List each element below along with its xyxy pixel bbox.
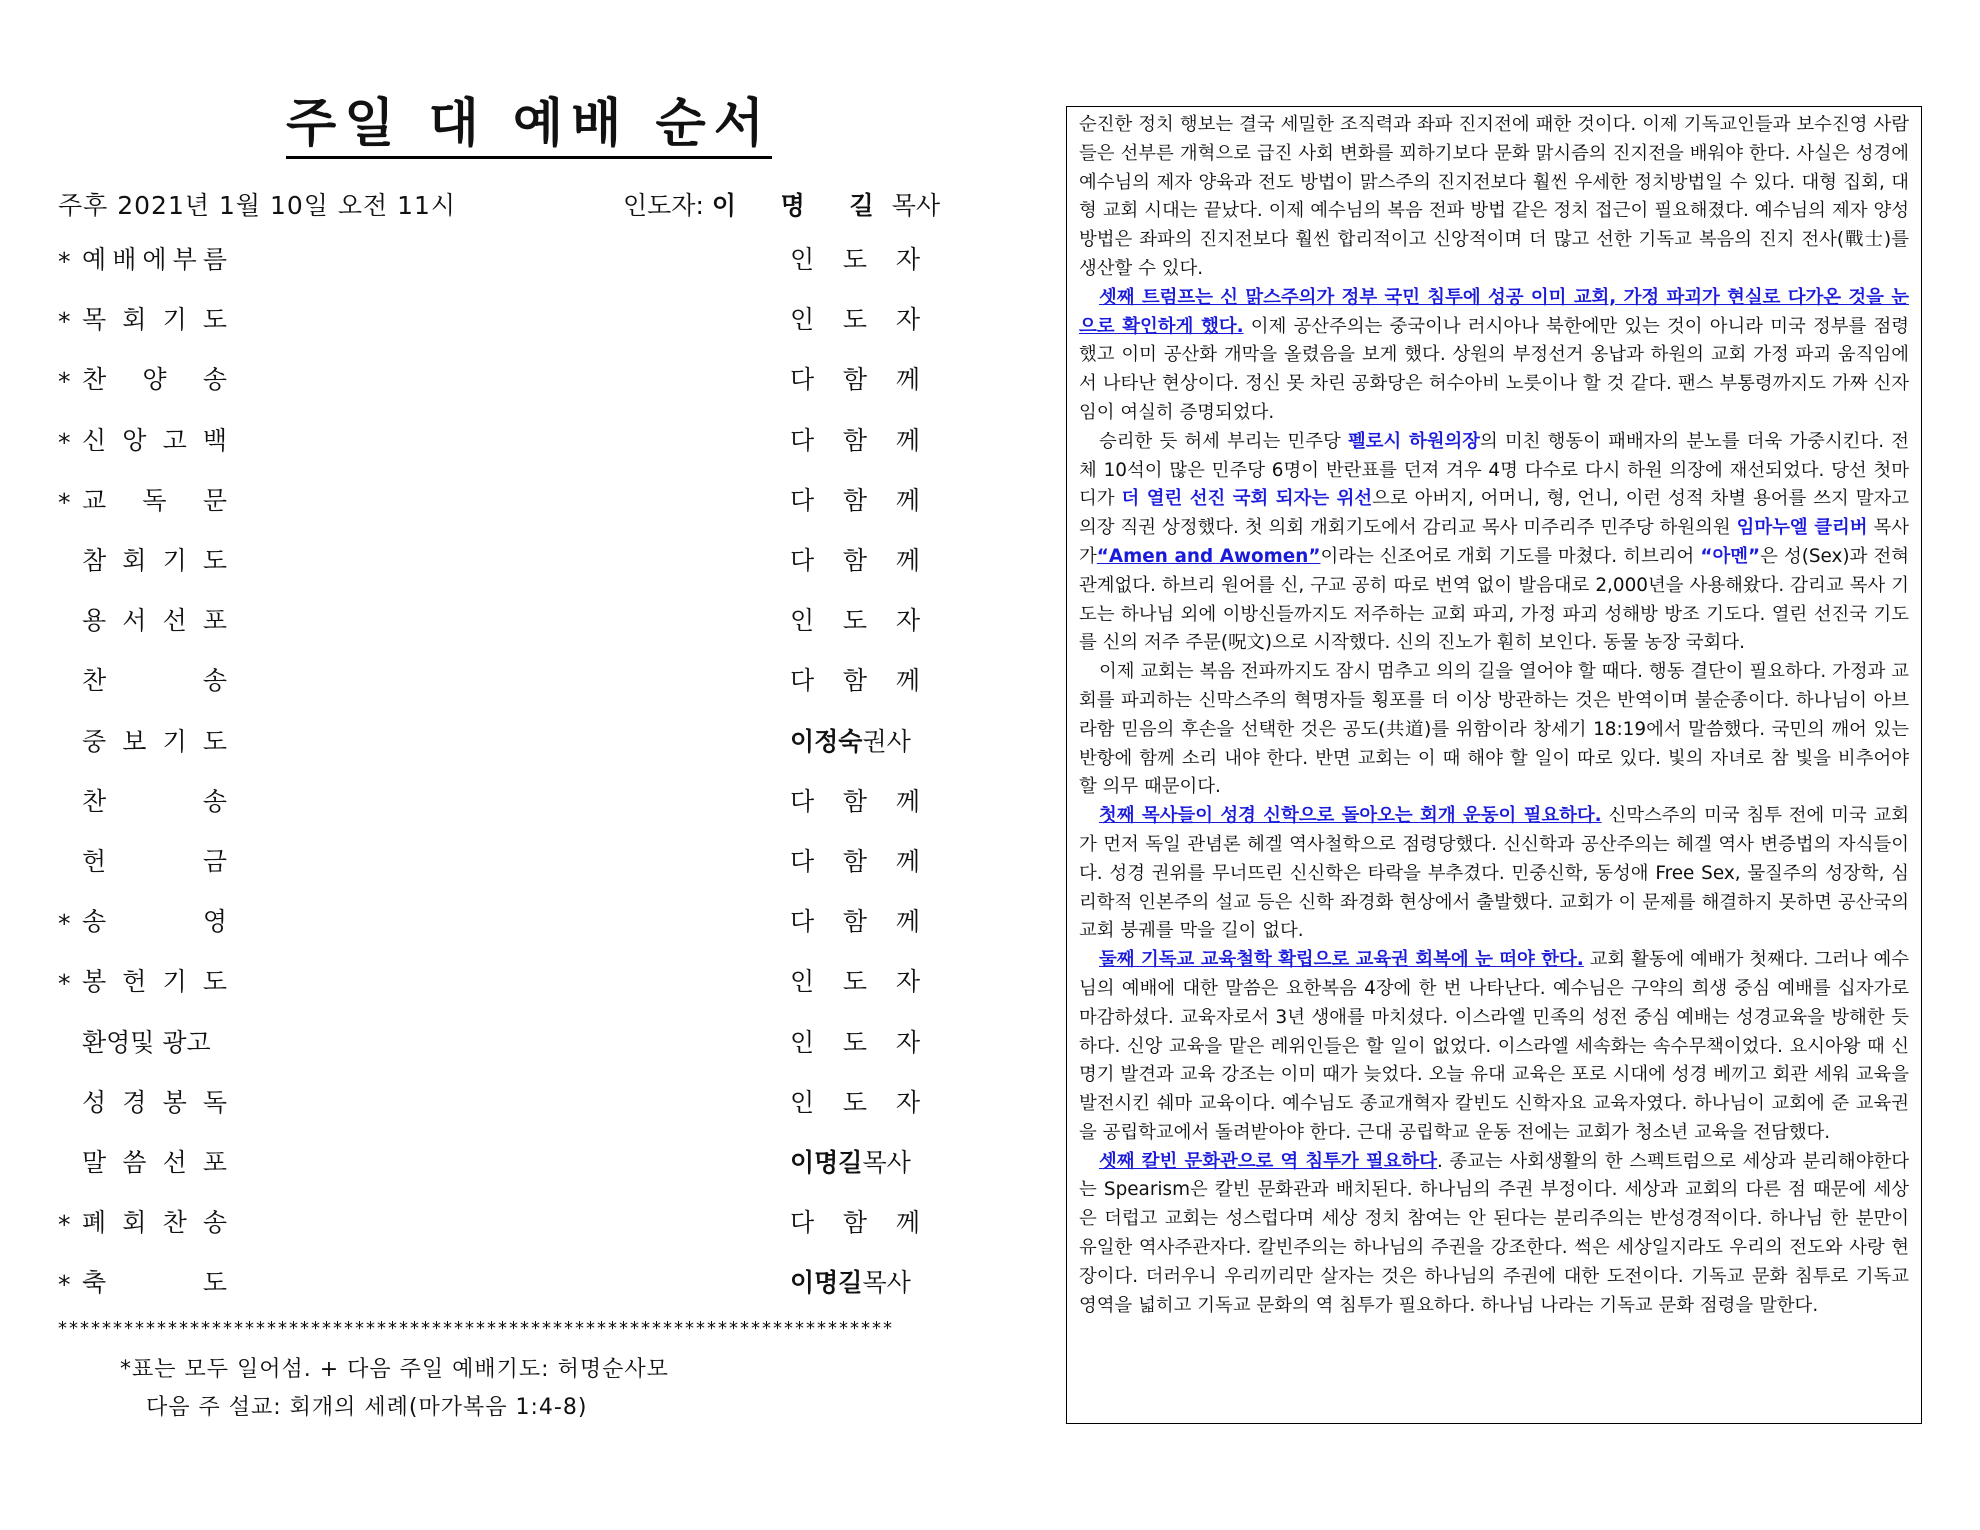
section-heading: 둘째 기독교 교육철학 확립으로 교육권 회복에 눈 떠야 한다. [1099,949,1584,971]
highlight-quote: “Amen and Awomen” [1096,545,1321,567]
service-item-name: 참 회 기 도 [82,546,227,575]
divider-stars: **************************************************************************** [58,1318,894,1339]
service-item [58,962,920,1002]
service-item-leader: 다 함 께 [790,666,920,696]
standing-mark: * [58,367,71,397]
sermon-article [1066,106,1922,1424]
service-item [58,842,920,882]
service-item-leader: 이정숙권사 [790,726,911,756]
service-item-leader: 다 함 께 [790,546,920,575]
service-item-leader: 다 함 께 [790,1208,920,1238]
service-item [58,360,920,400]
article-paragraph: 첫째 목사들이 성경 신학으로 돌아오는 회개 운동이 필요하다. 신막스주의 미국 침투 전에 미국 교회가 먼저 독일 관념론 헤겔 역사철학으로 점령당했다. 신신학과 공산주의는 헤겔 역사 변증법의 자식들이다. 성경 권위를 무너뜨린 신신학은 타락을 부추겼다. 민중신학, 동성애 Free Sex, 물질주의 성장학, 심리학적 인본주의 설교 등은 신학 좌경화 현상에서 출발했다. 교회가 이 문제를 해결하지 못하면 공산국의 교회 붕궤를 막을 길이 없다. [1079,805,1909,942]
service-item [58,300,920,340]
service-item-leader: 다 함 께 [790,786,920,816]
article-paragraph: 이제 교회는 복음 전파까지도 잠시 멈추고 의의 길을 열어야 할 때다. 행동 결단이 필요하다. 가정과 교회를 파괴하는 신막스주의 혁명자들 횡포를 더 이상 방관하는 것은 반역이며 불순종이다. 하나님이 아브라함 믿음의 후손을 선택한 것은 공도(共道)를 위함이라 창세기 18:19에서 말씀했다. 국민의 깨어 있는 반항에 함께 소리 내야 한다. 반면 교회는 이 때 해야 할 일이 따로 있다. 빛의 자녀로 참 빛을 비추어야 할 의무 때문이다. [1079,661,1909,798]
service-item-leader: 이명길목사 [790,1148,911,1177]
service-item-name: 봉 헌 기 도 [82,967,227,997]
highlight-phrase: 더 열린 선진 국회 되자는 위선 [1121,488,1373,510]
service-item-name: 용 서 선 포 [82,606,227,636]
article-paragraph: 순진한 정치 행보는 결국 세밀한 조직력과 좌파 진지전에 패한 것이다. 이제 기독교인들과 보수진영 사람들은 선부른 개혁으로 급진 사회 변화를 꾀하기보다 문화 맑시즘의 진지전을 배워야 한다. 사실은 성경에 예수님의 제자 양육과 전도 방법이 맑스주의 진지전보다 훨씬 우세한 정치방법일 수 있다. 대형 집회, 대형 교회 시대는 끝났다. 이제 예수님의 복음 전파 방법 같은 정치 접근이 필요해졌다. 예수님의 제자 양성 방법은 좌파의 진지전보다 훨씬 합리적이고 신앙적이며 더 많고 선한 기독교 복음의 진지 전사(戰士)를 생산할 수 있다. [1079,114,1909,279]
service-item-name: 헌 금 [82,847,227,876]
standing-mark: * [58,1270,71,1300]
service-item [58,481,920,521]
service-item-leader: 인 도 자 [790,967,920,997]
standing-mark: * [58,307,71,337]
article-paragraph: 셋째 칼빈 문화관으로 역 침투가 필요하다. 종교는 사회생활의 한 스펙트럼으로 세상과 분리해야한다는 Spearism은 칼빈 문화관과 배치된다. 하나님의 주권 부정이다. 세상과 교회의 다른 점 때문에 세상은 더럽고 교회는 성스럽다며 세상 정치 참여는 안 된다는 분리주의는 반성경적이다. 하나님 한 분만이 유일한 역사주관자다. 칼빈주의는 하나님의 주권을 강조한다. 썩은 세상일지라도 우리의 전도와 사랑 현장이다. 더러우니 우리끼리만 살자는 것은 하나님의 주권에 대한 도전이다. 기독교 문화 침투로 기독교 영역을 넓히고 기독교 문화의 역 침투가 필요하다. 하나님 나라는 기독교 문화 점령을 말한다. [1079,1150,1909,1316]
service-item-leader: 인 도 자 [790,606,920,636]
service-item [58,1143,920,1183]
section-heading: 셋째 트럼프는 신 맑스주의가 정부 국민 침투에 성공 이미 교회, 가정 파괴가 현실로 다가온 것을 눈으로 확인하게 했다. [1079,286,1910,337]
service-item-name: 찬 송 [82,786,227,816]
section-heading: 셋째 칼빈 문화관으로 역 침투가 필요하다 [1099,1150,1437,1172]
service-item-name: 환영및 광고 [82,1027,211,1057]
service-item-leader: 인 도 자 [790,1027,920,1057]
service-item-name: 목 회 기 도 [82,305,227,335]
service-item [58,601,920,641]
highlight-name: 펠로시 하원의장 [1347,430,1481,452]
service-item-leader: 다 함 께 [790,425,920,455]
next-sermon-note: 다음 주 설교: 회개의 세례(마가복음 1:4-8) [146,1395,588,1420]
standing-mark: * [58,969,71,999]
service-item-leader: 다 함 께 [790,365,920,395]
article-paragraph: 셋째 트럼프는 신 맑스주의가 정부 국민 침투에 성공 이미 교회, 가정 파괴가 현실로 다가온 것을 눈으로 확인하게 했다. 이제 공산주의는 중국이나 러시아나 북한에만 있는 것이 아니라 미국 정부를 점령했고 이미 공산화 개막을 올렸음을 보게 했다. 상원의 부정선거 옹납과 하원의 교회 가정 파괴 움직임에서 나타난 현상이다. 정신 못 차린 공화당은 허수아비 노릇이나 할 것 같다. 팬스 부통령까지도 가짜 신자임이 여실히 증명되었다. [1079,286,1910,423]
service-item-leader: 인 도 자 [790,245,920,274]
standing-mark: * [58,427,71,457]
service-item [58,1023,920,1063]
service-item-name: 교 독 문 [82,485,227,515]
page-title: 주일 대 예배 순서 [286,94,772,159]
service-item-name: 축 도 [82,1268,227,1298]
service-item [58,1203,920,1243]
leader-title: 목사 [891,191,940,220]
service-item-leader: 다 함 께 [790,907,920,937]
service-meta [58,186,940,226]
service-item-leader: 인 도 자 [790,305,920,335]
service-item-leader: 다 함 께 [790,485,920,515]
service-item [58,782,920,822]
service-item [58,1263,920,1303]
standing-mark: * [58,247,71,276]
article-paragraph: 둘째 기독교 교육철학 확립으로 교육권 회복에 눈 떠야 한다. 교회 활동에 예배가 첫째다. 그러나 예수님의 예배에 대한 말씀은 요한복음 4장에 한 번 나타난다. 예수님은 구약의 희생 중심 예배를 십자가로 마감하셨다. 교육자로서 3년 생애를 마치셨다. 이스라엘 민족의 성전 중심 예배는 성경교육을 방해한 듯하다. 신앙 교육을 맡은 레위인들은 할 일이 없었다. 이스라엘 세속화는 속수무책이었다. 요시아왕 때 신명기 발견과 교육 강조는 이미 때가 늦었다. 오늘 유대 교육은 포로 시대에 성경 베끼고 회관 세워 교육을 발전시킨 쉐마 교육이다. 예수님도 종교개혁자 칼빈도 신학자요 교육자였다. 하나님이 교회에 준 교육권을 공립학교에서 돌려받아야 한다. 근대 공립학교 운동 전에는 교회가 청소년 교육을 전담했다. [1079,949,1910,1143]
service-item-name: 성 경 봉 독 [82,1087,227,1117]
service-item [58,661,920,701]
standing-mark: * [58,487,71,517]
service-item-leader: 다 함 께 [790,847,920,876]
leader-name: 이 명 길 [711,191,892,220]
service-item-leader: 인 도 자 [790,1087,920,1117]
service-item-name: 폐 회 찬 송 [82,1208,227,1238]
service-item [58,722,920,762]
leader-label: 인도자: [623,191,712,220]
standing-mark: * [58,909,71,939]
service-item-leader: 이명길목사 [790,1268,911,1298]
service-item-name: 중 보 기 도 [82,726,227,756]
service-item-name: 신 앙 고 백 [82,425,227,455]
service-item [58,240,920,280]
service-item [58,902,920,942]
service-item-name: 찬 양 송 [82,365,227,395]
service-leader [623,186,940,222]
section-heading: 첫째 목사들이 성경 신학으로 돌아오는 회개 운동이 필요하다. [1099,805,1602,827]
service-item-name: 예 배 에 부 름 [82,245,227,274]
highlight-quote: “아멘” [1700,545,1761,567]
highlight-name: 임마누엘 클리버 [1736,517,1868,539]
service-date: 주후 2021년 1월 10일 오전 11시 [58,191,457,220]
service-item [58,1083,920,1123]
service-item-name: 찬 송 [82,666,227,696]
article-paragraph: 승리한 듯 허세 부리는 민주당 펠로시 하원의장의 미친 행동이 패배자의 분노를 더욱 가중시킨다. 전체 10석이 많은 민주당 6명이 반란표를 던져 겨우 4명 다수로 다시 하원 의장에 재선되었다. 당선 첫마디가 더 열린 선진 국회 되자는 위선으로 아버지, 어머니, 형, 언니, 이런 성적 차별 용어를 쓰지 말자고 의장 직권 상정했다. 첫 의회 개회기도에서 감리교 목사 미주리주 민주당 하원의원 임마누엘 클리버 목사가“Amen and Awomen”이라는 신조어로 개회 기도를 마쳤다. 히브리어 “아멘”은 성(Sex)과 전혀 관계없다. 하브리 원어를 신, 구교 공히 따로 번역 없이 발음대로 2,000년을 사용해왔다. 감리교 목사 기도는 하나님 외에 이방신들까지도 저주하는 교회 파괴, 가정 파괴 성해방 방조 기도다. 열린 선진국 기도를 신의 저주 주문(呪文)으로 시작했다. 신의 진노가 훤히 보인다. 동물 농장 국회다. [1079,430,1910,654]
standing-note: *표는 모두 일어섬. + 다음 주일 예배기도: 허명순사모 [120,1357,669,1382]
standing-mark: * [58,1210,71,1240]
service-item [58,541,920,581]
service-item [58,421,920,461]
service-item-name: 말 씀 선 포 [82,1148,227,1177]
service-item-name: 송 영 [82,907,227,937]
